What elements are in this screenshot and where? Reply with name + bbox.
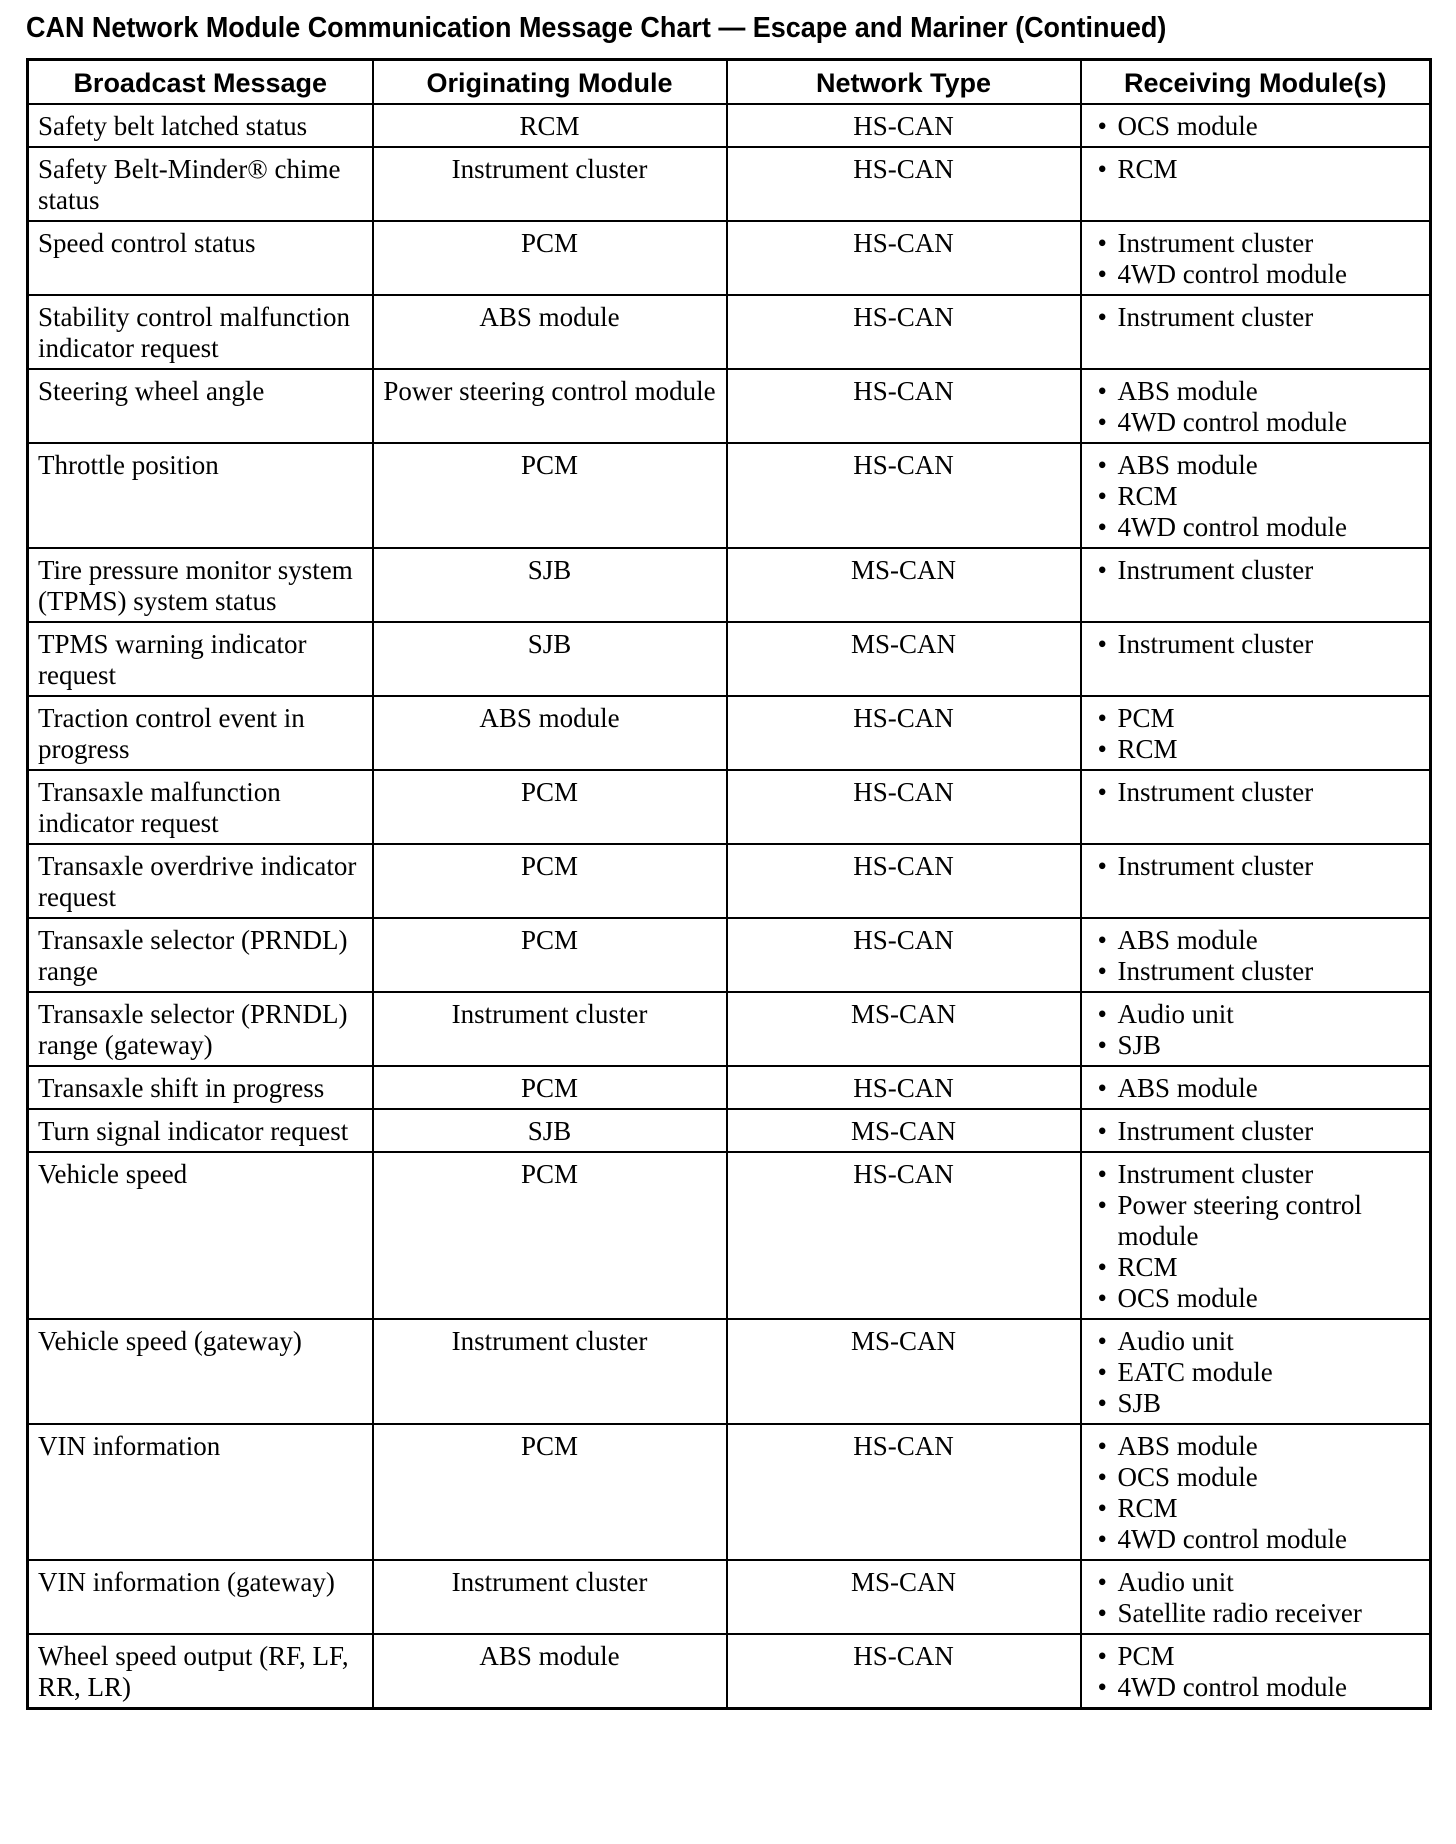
receiving-module-item: • Audio unit	[1091, 999, 1421, 1030]
network-type-cell: HS-CAN	[727, 844, 1081, 918]
table-row	[28, 1560, 1431, 1634]
receiving-modules-list	[1091, 111, 1421, 142]
broadcast-message-cell: Wheel speed output (RF, LF, RR, LR)	[28, 1634, 373, 1709]
network-type-cell: HS-CAN	[727, 221, 1081, 295]
receiving-modules-cell	[1081, 443, 1431, 548]
receiving-module-item: • ABS module	[1091, 925, 1421, 956]
table-row	[28, 369, 1431, 443]
originating-module-cell: Instrument cluster	[373, 1560, 727, 1634]
receiving-modules-cell	[1081, 918, 1431, 992]
network-type-cell: HS-CAN	[727, 104, 1081, 147]
receiving-modules-cell	[1081, 104, 1431, 147]
receiving-module-item: • Instrument cluster	[1091, 228, 1421, 259]
receiving-module-item: • ABS module	[1091, 376, 1421, 407]
receiving-module-item: • Instrument cluster	[1091, 629, 1421, 660]
receiving-modules-list	[1091, 228, 1421, 290]
table-row	[28, 622, 1431, 696]
broadcast-message-cell: Transaxle malfunction indicator request	[28, 770, 373, 844]
receiving-modules-cell	[1081, 295, 1431, 369]
network-type-cell: MS-CAN	[727, 622, 1081, 696]
table-row	[28, 1319, 1431, 1424]
page-title: CAN Network Module Communication Message Chart — Escape and Mariner (Continued)	[26, 12, 1167, 44]
table-row	[28, 918, 1431, 992]
header-originating-module: Originating Module	[373, 60, 727, 105]
receiving-modules-list	[1091, 376, 1421, 438]
originating-module-cell: ABS module	[373, 1634, 727, 1709]
table-row	[28, 295, 1431, 369]
receiving-modules-list	[1091, 302, 1421, 333]
originating-module-cell: PCM	[373, 1424, 727, 1560]
broadcast-message-cell: Safety Belt-Minder® chime status	[28, 147, 373, 221]
broadcast-message-cell: Stability control malfunction indicator request	[28, 295, 373, 369]
receiving-module-item: • RCM	[1091, 734, 1421, 765]
receiving-module-item: • Instrument cluster	[1091, 555, 1421, 586]
originating-module-cell: PCM	[373, 1152, 727, 1319]
network-type-cell: HS-CAN	[727, 770, 1081, 844]
receiving-module-item: • OCS module	[1091, 1283, 1421, 1314]
receiving-modules-cell	[1081, 1152, 1431, 1319]
receiving-modules-list	[1091, 925, 1421, 987]
header-row	[28, 60, 1431, 105]
receiving-module-item: • 4WD control module	[1091, 259, 1421, 290]
receiving-modules-list	[1091, 1159, 1421, 1314]
receiving-module-item: • Instrument cluster	[1091, 851, 1421, 882]
receiving-modules-list	[1091, 1326, 1421, 1419]
originating-module-cell: SJB	[373, 622, 727, 696]
receiving-module-item: • ABS module	[1091, 1431, 1421, 1462]
header-receiving-modules: Receiving Module(s)	[1081, 60, 1431, 105]
table-row	[28, 147, 1431, 221]
network-type-cell: MS-CAN	[727, 1560, 1081, 1634]
header-broadcast-message: Broadcast Message	[28, 60, 373, 105]
receiving-module-item: • 4WD control module	[1091, 512, 1421, 543]
originating-module-cell: RCM	[373, 104, 727, 147]
originating-module-cell: Instrument cluster	[373, 147, 727, 221]
originating-module-cell: PCM	[373, 918, 727, 992]
receiving-module-item: • RCM	[1091, 1252, 1421, 1283]
receiving-module-item: • Audio unit	[1091, 1326, 1421, 1357]
originating-module-cell: ABS module	[373, 696, 727, 770]
receiving-module-item: • 4WD control module	[1091, 1672, 1421, 1703]
receiving-modules-cell	[1081, 1319, 1431, 1424]
receiving-modules-cell	[1081, 1066, 1431, 1109]
table-row	[28, 1066, 1431, 1109]
network-type-cell: HS-CAN	[727, 1152, 1081, 1319]
network-type-cell: HS-CAN	[727, 147, 1081, 221]
table-row	[28, 221, 1431, 295]
originating-module-cell: ABS module	[373, 295, 727, 369]
receiving-modules-list	[1091, 703, 1421, 765]
broadcast-message-cell: TPMS warning indicator request	[28, 622, 373, 696]
broadcast-message-cell: Tire pressure monitor system (TPMS) system status	[28, 548, 373, 622]
receiving-module-item: • Power steering control module	[1091, 1190, 1421, 1252]
receiving-modules-cell	[1081, 696, 1431, 770]
receiving-module-item: • Satellite radio receiver	[1091, 1598, 1421, 1629]
broadcast-message-cell: Vehicle speed (gateway)	[28, 1319, 373, 1424]
receiving-module-item: • ABS module	[1091, 450, 1421, 481]
broadcast-message-cell: Throttle position	[28, 443, 373, 548]
receiving-module-item: • RCM	[1091, 1493, 1421, 1524]
receiving-modules-cell	[1081, 221, 1431, 295]
originating-module-cell: SJB	[373, 548, 727, 622]
receiving-modules-cell	[1081, 622, 1431, 696]
receiving-module-item: • Instrument cluster	[1091, 302, 1421, 333]
broadcast-message-cell: Vehicle speed	[28, 1152, 373, 1319]
receiving-modules-cell	[1081, 770, 1431, 844]
originating-module-cell: Instrument cluster	[373, 1319, 727, 1424]
receiving-module-item: • EATC module	[1091, 1357, 1421, 1388]
receiving-module-item: • RCM	[1091, 481, 1421, 512]
message-chart-table	[26, 58, 1432, 1710]
receiving-modules-cell	[1081, 1634, 1431, 1709]
originating-module-cell: SJB	[373, 1109, 727, 1152]
broadcast-message-cell: VIN information (gateway)	[28, 1560, 373, 1634]
network-type-cell: MS-CAN	[727, 1109, 1081, 1152]
originating-module-cell: PCM	[373, 844, 727, 918]
receiving-modules-list	[1091, 1641, 1421, 1703]
receiving-module-item: • ABS module	[1091, 1073, 1421, 1104]
receiving-module-item: • Instrument cluster	[1091, 956, 1421, 987]
receiving-module-item: • 4WD control module	[1091, 407, 1421, 438]
receiving-modules-cell	[1081, 369, 1431, 443]
receiving-modules-cell	[1081, 1424, 1431, 1560]
receiving-modules-list	[1091, 777, 1421, 808]
table-row	[28, 696, 1431, 770]
table-row	[28, 844, 1431, 918]
receiving-modules-list	[1091, 555, 1421, 586]
receiving-module-item: • RCM	[1091, 154, 1421, 185]
table-row	[28, 104, 1431, 147]
table-body	[28, 104, 1431, 1709]
network-type-cell: HS-CAN	[727, 1634, 1081, 1709]
broadcast-message-cell: Traction control event in progress	[28, 696, 373, 770]
receiving-module-item: • Instrument cluster	[1091, 1159, 1421, 1190]
broadcast-message-cell: Transaxle shift in progress	[28, 1066, 373, 1109]
receiving-module-item: • SJB	[1091, 1388, 1421, 1419]
table-row	[28, 1424, 1431, 1560]
receiving-modules-cell	[1081, 844, 1431, 918]
network-type-cell: HS-CAN	[727, 918, 1081, 992]
network-type-cell: HS-CAN	[727, 443, 1081, 548]
table-row	[28, 992, 1431, 1066]
table-row	[28, 1634, 1431, 1709]
receiving-modules-list	[1091, 1431, 1421, 1555]
receiving-module-item: • OCS module	[1091, 1462, 1421, 1493]
network-type-cell: HS-CAN	[727, 1424, 1081, 1560]
originating-module-cell: PCM	[373, 770, 727, 844]
network-type-cell: HS-CAN	[727, 295, 1081, 369]
receiving-modules-list	[1091, 1116, 1421, 1147]
table-row	[28, 443, 1431, 548]
table-row	[28, 770, 1431, 844]
broadcast-message-cell: Transaxle selector (PRNDL) range (gateway)	[28, 992, 373, 1066]
originating-module-cell: PCM	[373, 443, 727, 548]
table-header	[28, 60, 1431, 105]
receiving-modules-list	[1091, 450, 1421, 543]
originating-module-cell: Power steering control module	[373, 369, 727, 443]
receiving-modules-cell	[1081, 147, 1431, 221]
broadcast-message-cell: Safety belt latched status	[28, 104, 373, 147]
receiving-module-item: • SJB	[1091, 1030, 1421, 1061]
receiving-module-item: • Instrument cluster	[1091, 1116, 1421, 1147]
originating-module-cell: PCM	[373, 221, 727, 295]
receiving-modules-cell	[1081, 992, 1431, 1066]
receiving-module-item: • 4WD control module	[1091, 1524, 1421, 1555]
table-row	[28, 1109, 1431, 1152]
broadcast-message-cell: Speed control status	[28, 221, 373, 295]
originating-module-cell: PCM	[373, 1066, 727, 1109]
network-type-cell: MS-CAN	[727, 548, 1081, 622]
broadcast-message-cell: Steering wheel angle	[28, 369, 373, 443]
table-row	[28, 548, 1431, 622]
receiving-modules-list	[1091, 851, 1421, 882]
receiving-modules-list	[1091, 629, 1421, 660]
broadcast-message-cell: Transaxle overdrive indicator request	[28, 844, 373, 918]
originating-module-cell: Instrument cluster	[373, 992, 727, 1066]
network-type-cell: MS-CAN	[727, 1319, 1081, 1424]
receiving-modules-list	[1091, 1567, 1421, 1629]
network-type-cell: HS-CAN	[727, 369, 1081, 443]
network-type-cell: HS-CAN	[727, 1066, 1081, 1109]
table-row	[28, 1152, 1431, 1319]
receiving-module-item: • PCM	[1091, 1641, 1421, 1672]
receiving-module-item: • Audio unit	[1091, 1567, 1421, 1598]
header-network-type: Network Type	[727, 60, 1081, 105]
broadcast-message-cell: VIN information	[28, 1424, 373, 1560]
receiving-modules-list	[1091, 999, 1421, 1061]
receiving-modules-list	[1091, 1073, 1421, 1104]
receiving-module-item: • OCS module	[1091, 111, 1421, 142]
network-type-cell: MS-CAN	[727, 992, 1081, 1066]
receiving-module-item: • PCM	[1091, 703, 1421, 734]
broadcast-message-cell: Turn signal indicator request	[28, 1109, 373, 1152]
broadcast-message-cell: Transaxle selector (PRNDL) range	[28, 918, 373, 992]
receiving-modules-list	[1091, 154, 1421, 185]
receiving-module-item: • Instrument cluster	[1091, 777, 1421, 808]
network-type-cell: HS-CAN	[727, 696, 1081, 770]
receiving-modules-cell	[1081, 548, 1431, 622]
receiving-modules-cell	[1081, 1109, 1431, 1152]
receiving-modules-cell	[1081, 1560, 1431, 1634]
